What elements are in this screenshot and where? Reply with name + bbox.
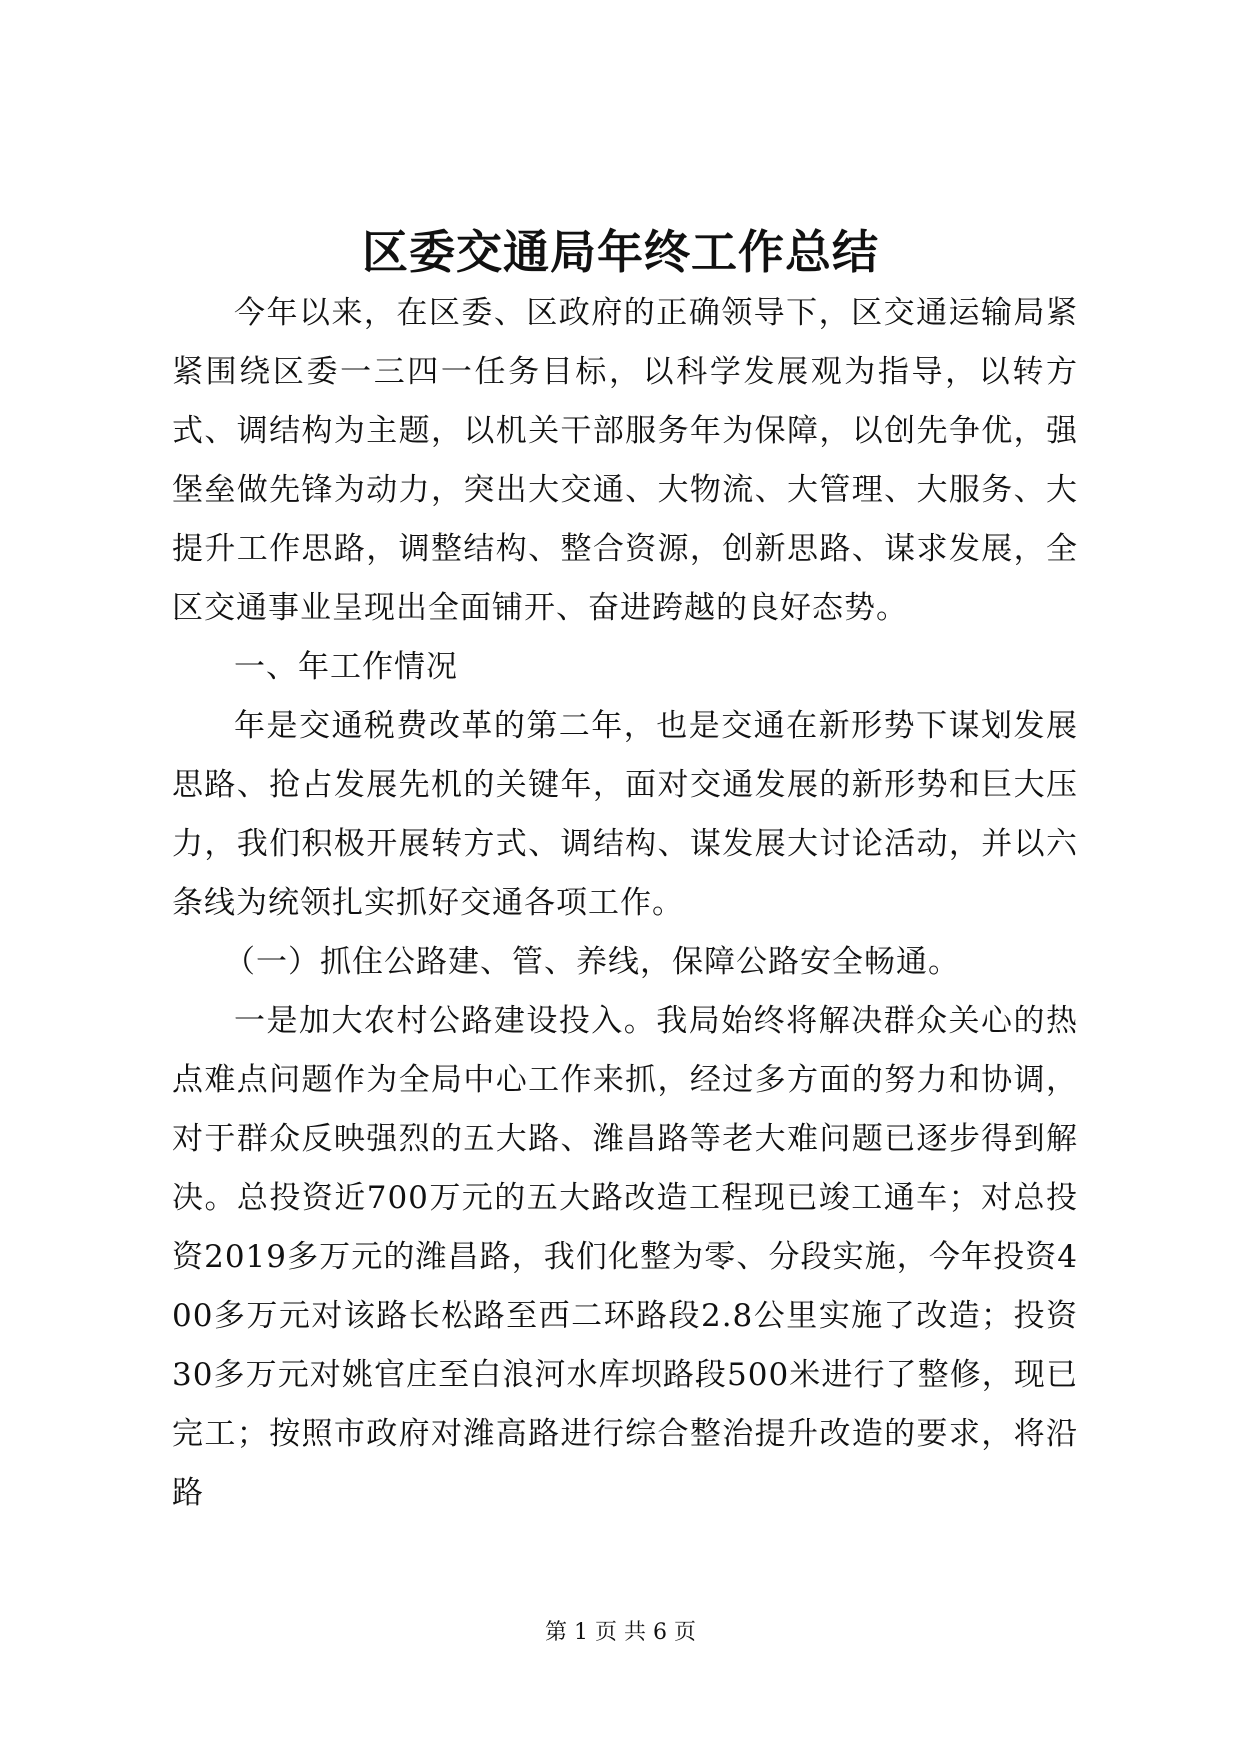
subsection-heading-1: （一）抓住公路建、管、养线，保障公路安全畅通。	[224, 944, 960, 980]
intro-paragraph: 今年以来，在区委、区政府的正确领导下，区交通运输局紧紧围绕区委一三四一任务目标，以科学发展观为指导，以转方式、调结构为主题，以机关干部服务年为保障，以创先争优，强堡垒做先锋为动力，突出大交通、大物流、大管理、大服务、大提升工作思路，调整结构、整合资源，创新思路、谋求发展，全区交通事业呈现出全面铺开、奋进跨越的良好态势。	[172, 295, 1078, 626]
document-body	[172, 284, 1078, 1523]
document-title: 区委交通局年终工作总结	[362, 225, 879, 279]
subsection-1-paragraph: 一是加大农村公路建设投入。我局始终将解决群众关心的热点难点问题作为全局中心工作来抓，经过多方面的努力和协调，对于群众反映强烈的五大路、潍昌路等老大难问题已逐步得到解决。总投资近700万元的五大路改造工程现已竣工通车；对总投资2019多万元的潍昌路，我们化整为零、分段实施，今年投资400多万元对该路长松路至西二环路段2.8公里实施了改造；投资30多万元对姚官庄至白浪河水库坝路段500米进行了整修，现已完工；按照市政府对潍高路进行综合整治提升改造的要求，将沿路	[172, 1003, 1078, 1511]
section-heading-1: 一、年工作情况	[234, 649, 458, 685]
page-indicator: 第 1 页 共 6 页	[545, 1620, 696, 1645]
section-1-paragraph: 年是交通税费改革的第二年，也是交通在新形势下谋划发展思路、抢占发展先机的关键年，面对交通发展的新形势和巨大压力，我们积极开展转方式、调结构、谋发展大讨论活动，并以六条线为统领扎实抓好交通各项工作。	[172, 708, 1078, 921]
